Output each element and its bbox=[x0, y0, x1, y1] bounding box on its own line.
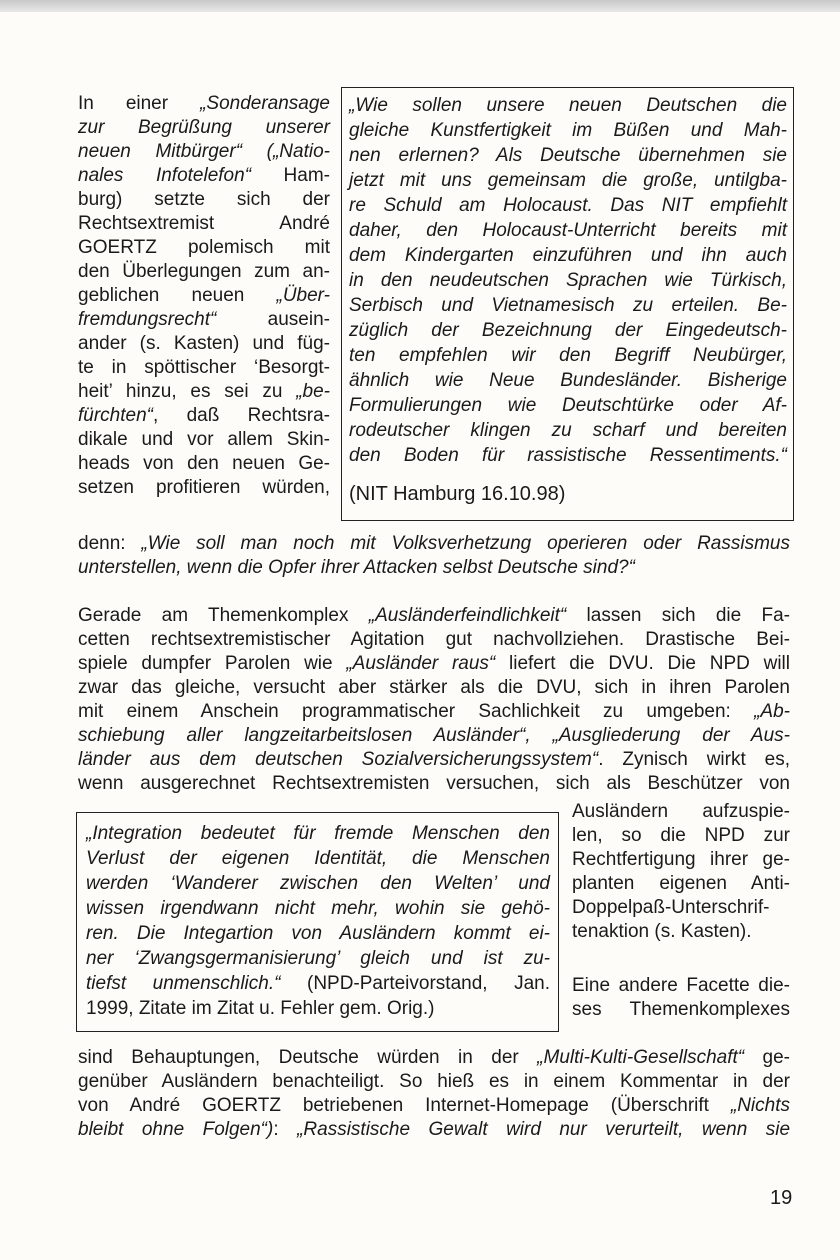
quote-line: „Wie sollen unsere neuen Deutschen die bbox=[349, 95, 787, 116]
quote-line: ähnlich wie Neue Bundesländer. Bisherige bbox=[349, 370, 787, 391]
quote-line: züglich der Bezeichnung der Eingedeutsch- bbox=[349, 320, 787, 341]
text-line: fremdungsrecht“ ausein- bbox=[78, 309, 330, 330]
text-line: zwar das gleiche, versucht aber stärker als die DVU, sich in ihren Parolen bbox=[78, 677, 790, 698]
text-line: wenn ausgerechnet Rechtsextremisten versuchen, sich als Beschützer von bbox=[78, 773, 790, 794]
quote-line: Formulierungen wie Deutschtürke oder Af- bbox=[349, 395, 787, 416]
quote-line: in den neudeutschen Sprachen wie Türkisch, bbox=[349, 270, 787, 291]
text-line: setzen profitieren würden, bbox=[78, 477, 330, 498]
quote-line: daher, den Holocaust-Unterricht bereits mit bbox=[349, 220, 787, 241]
text-line: neuen Mitbürger“ („Natio- bbox=[78, 141, 330, 162]
page-number: 19 bbox=[770, 1187, 793, 1209]
text-line: länder aus dem deutschen Sozialversicherungssystem“. Zynisch wirkt es, bbox=[78, 749, 790, 770]
text-line: ander (s. Kasten) und füg- bbox=[78, 333, 330, 354]
text-line: In einer „Sonderansage bbox=[78, 93, 330, 114]
text-line: planten eigenen Anti- bbox=[572, 873, 790, 894]
quote-line: re Schuld am Holocaust. Das NIT empfiehlt bbox=[349, 195, 787, 216]
text-line: Doppelpaß-Unterschrif- bbox=[572, 897, 770, 918]
text-line: ses Themenkomplexes bbox=[572, 999, 790, 1020]
quote-source: (NIT Hamburg 16.10.98) bbox=[349, 483, 566, 505]
text-line: sind Behauptungen, Deutsche würden in der „Multi-Kulti-Gesellschaft“ ge- bbox=[78, 1047, 790, 1068]
text-line: len, so die NPD zur bbox=[572, 825, 790, 846]
text-line: heit’ hinzu, es sei zu „be- bbox=[78, 381, 330, 402]
quote-line: Serbisch und Vietnamesisch zu erteilen. Be- bbox=[349, 295, 787, 316]
quote-line: tiefst unmenschlich.“ (NPD-Parteivorstand, Jan. bbox=[86, 973, 550, 994]
text-line: tenaktion (s. Kasten). bbox=[572, 921, 752, 942]
text-line: bleibt ohne Folgen“): „Rassistische Gewalt wird nur verurteilt, wenn sie bbox=[78, 1119, 791, 1140]
quote-line: Verlust der eigenen Identität, die Menschen bbox=[86, 848, 550, 869]
quote-line: rodeutscher klingen zu scharf und bereiten bbox=[349, 420, 787, 441]
text-line: unterstellen, wenn die Opfer ihrer Attacken selbst Deutsche sind?“ bbox=[78, 557, 635, 578]
text-line: genüber Ausländern benachteiligt. So hieß es in einem Kommentar in der bbox=[78, 1071, 790, 1092]
quote-line: nen erlernen? Als Deutsche übernehmen sie bbox=[349, 145, 787, 166]
text-line: denn: „Wie soll man noch mit Volksverhetzung operieren oder Rassismus bbox=[78, 533, 790, 554]
text-line: Ausländern aufzuspie- bbox=[572, 801, 790, 822]
top-scan-edge bbox=[0, 0, 840, 12]
text-line: mit einem Anschein programmatischer Sachlichkeit zu umgeben: „Ab- bbox=[78, 701, 790, 722]
text-line: burg) setzte sich der bbox=[78, 189, 330, 210]
text-line: geblichen neuen „Über- bbox=[78, 285, 330, 306]
text-line: fürchten“, daß Rechtsra- bbox=[78, 405, 330, 426]
text-line: Gerade am Themenkomplex „Ausländerfeindlichkeit“ lassen sich die Fa- bbox=[78, 605, 790, 626]
text-line: Eine andere Facette die- bbox=[572, 975, 790, 996]
quote-line: 1999, Zitate im Zitat u. Fehler gem. Orig.) bbox=[86, 998, 435, 1019]
text-line: Rechtsextremist André bbox=[78, 213, 330, 234]
quote-line: dem Kindergarten einzuführen und ihn auch bbox=[349, 245, 787, 266]
text-line: nales Infotelefon“ Ham- bbox=[78, 165, 330, 186]
text-line: te in spöttischer ‘Besorgt- bbox=[78, 357, 330, 378]
quote-line: „Integration bedeutet für fremde Menschen den bbox=[86, 823, 550, 844]
quote-line: werden ‘Wanderer zwischen den Welten’ und bbox=[86, 873, 550, 894]
text-line: GOERTZ polemisch mit bbox=[78, 237, 330, 258]
quote-line: gleiche Kunstfertigkeit im Büßen und Mah- bbox=[349, 120, 787, 141]
text-line: den Überlegungen zum an- bbox=[78, 261, 330, 282]
text-line: zur Begrüßung unserer bbox=[78, 117, 330, 138]
quote-line: ten empfehlen wir den Begriff Neubürger, bbox=[349, 345, 787, 366]
text-line: von André GOERTZ betriebenen Internet-Homepage (Überschrift „Nichts bbox=[78, 1095, 790, 1116]
quote-line: ner ‘Zwangsgermanisierung’ gleich und ist zu- bbox=[86, 948, 550, 969]
quote-line: den Boden für rassistische Ressentiments.“ bbox=[349, 445, 787, 466]
text-line: spiele dumpfer Parolen wie „Ausländer raus“ liefert die DVU. Die NPD will bbox=[78, 653, 790, 674]
quote-line: wissen irgendwann nicht mehr, wohin sie gehö- bbox=[86, 898, 550, 919]
text-line: dikale und vor allem Skin- bbox=[78, 429, 330, 450]
text-line: schiebung aller langzeitarbeitslosen Ausländer“, „Ausgliederung der Aus- bbox=[78, 725, 790, 746]
text-line: heads von den neuen Ge- bbox=[78, 453, 330, 474]
quote-line: jetzt mit uns gemeinsam die große, untilgba- bbox=[349, 170, 787, 191]
text-line: cetten rechtsextremistischer Agitation gut nachvollziehen. Drastische Bei- bbox=[78, 629, 790, 650]
text-line: Rechtfertigung ihrer ge- bbox=[572, 849, 790, 870]
quote-line: ren. Die Integartion von Ausländern kommt ei- bbox=[86, 923, 550, 944]
